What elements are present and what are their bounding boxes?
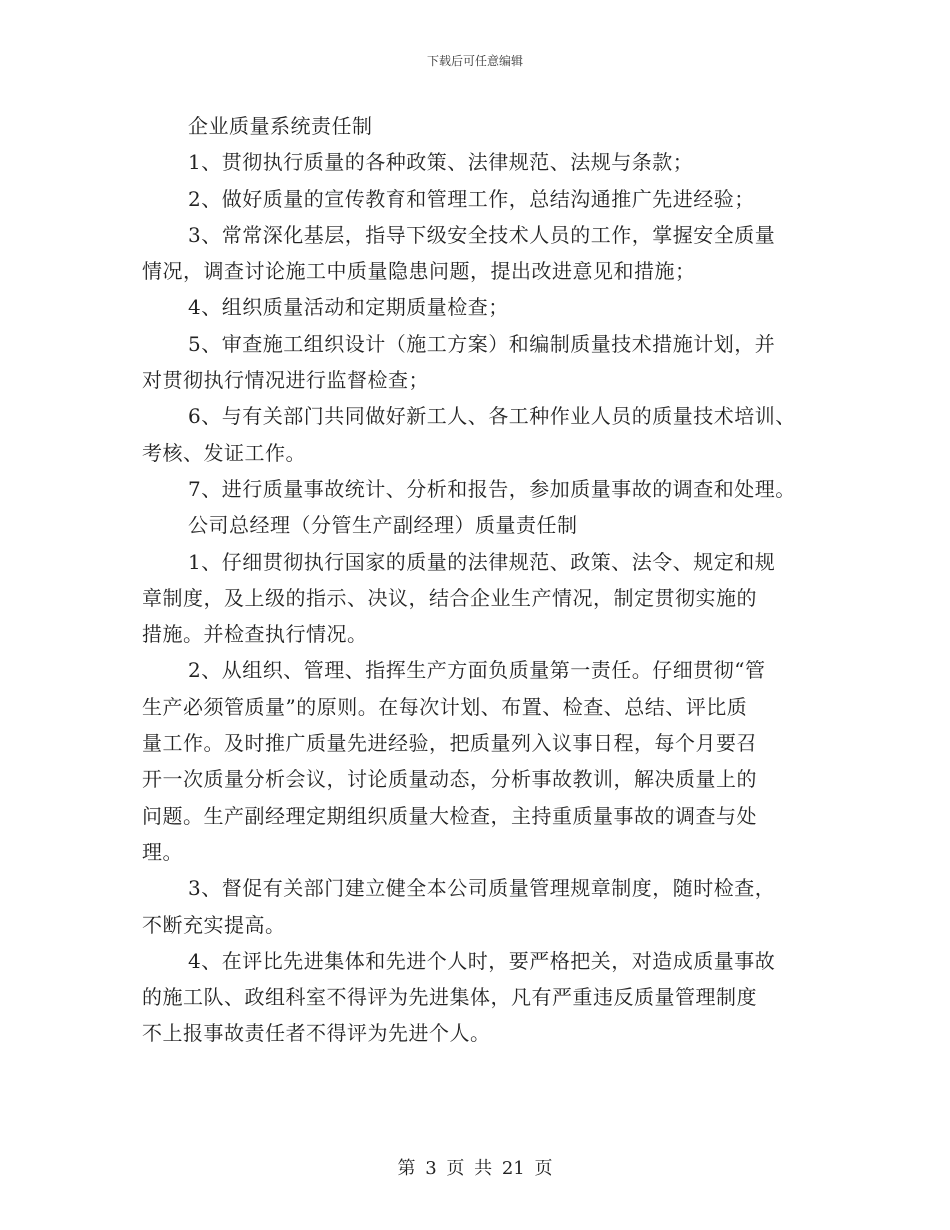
- text-line: 4、在评比先进集体和先进个人时，要严格把关，对造成质量事故: [188, 948, 776, 973]
- text-line: 开一次质量分析会议，讨论质量动态，分析事故教训，解决质量上的: [142, 767, 757, 792]
- text-line: 不上报事故责任者不得评为先进个人。: [142, 1021, 491, 1046]
- text-line: 7、进行质量事故统计、分析和报告，参加质量事故的调查和处理。: [188, 476, 796, 501]
- text-line: 2、做好质量的宣传教育和管理工作，总结沟通推广先进经验；: [188, 186, 755, 211]
- text-line: 3、常常深化基层，指导下级安全技术人员的工作，掌握安全质量: [188, 222, 776, 247]
- text-line: 5、审查施工组织设计（施工方案）和编制质量技术措施计划，并: [188, 331, 776, 356]
- text-line: 1、贯彻执行质量的各种政策、法律规范、法规与条款；: [188, 150, 694, 175]
- text-line: 问题。生产副经理定期组织质量大检查，主持重质量事故的调查与处: [142, 803, 757, 828]
- text-line: 4、组织质量活动和定期质量检查；: [188, 295, 509, 320]
- text-line: 情况，调查讨论施工中质量隐患问题，提出改进意见和措施；: [142, 259, 696, 284]
- text-line: 考核、发证工作。: [142, 440, 306, 465]
- text-line: 量工作。及时推广质量先进经验，把质量列入议事日程，每个月要召: [142, 731, 757, 756]
- section-title: 公司总经理（分管生产副经理）质量责任制: [188, 513, 578, 538]
- section-title: 企业质量系统责任制: [188, 114, 373, 138]
- text-line: 的施工队、政组科室不得评为先进集体，凡有严重违反质量管理制度: [142, 985, 757, 1010]
- text-line: 理。: [142, 839, 183, 864]
- text-line: 措施。并检查执行情况。: [142, 622, 368, 647]
- text-line: 1、仔细贯彻执行国家的质量的法律规范、政策、法令、规定和规: [188, 549, 776, 574]
- text-line: 章制度，及上级的指示、决议，结合企业生产情况，制定贯彻实施的: [142, 585, 757, 610]
- text-line: 3、督促有关部门建立健全本公司质量管理规章制度，随时检查，: [188, 876, 776, 901]
- page-header: 下载后可任意编辑: [426, 54, 523, 68]
- text-line: 生产必须管质量”的原则。在每次计划、布置、检查、总结、评比质: [142, 694, 748, 719]
- page-number: 第 3 页 共 21 页: [397, 1158, 553, 1179]
- text-line: 6、与有关部门共同做好新工人、各工种作业人员的质量技术培训、: [188, 404, 796, 429]
- document-body: [142, 108, 822, 1052]
- text-line: 对贯彻执行情况进行监督检查；: [142, 368, 429, 393]
- text-line: 不断充实提高。: [142, 912, 286, 937]
- text-line: 2、从组织、管理、指挥生产方面负质量第一责任。仔细贯彻“管: [188, 658, 766, 683]
